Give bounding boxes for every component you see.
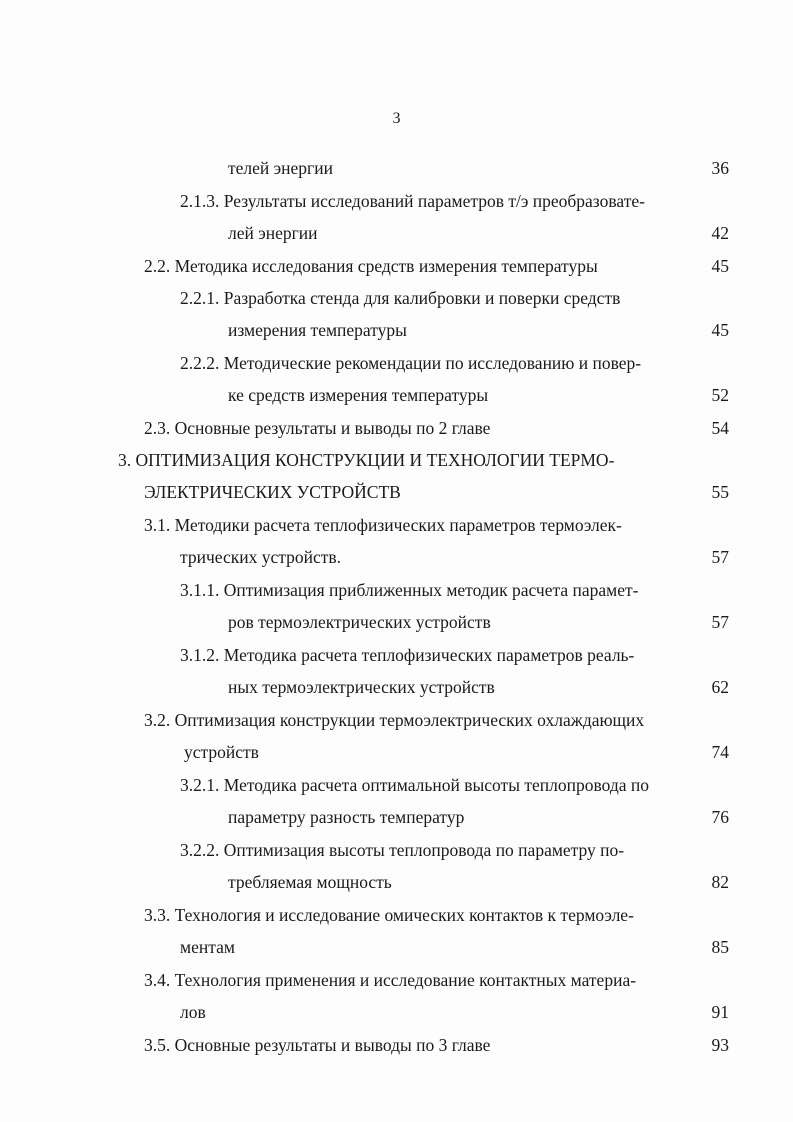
toc-line: 3.1. Методики расчета теплофизических параметров термоэлек- [144, 515, 622, 535]
toc-page: 57 [711, 612, 729, 632]
toc-line: лов [180, 1002, 206, 1022]
toc-page: 82 [711, 872, 729, 892]
toc-line: лей энергии [228, 223, 318, 243]
toc-line: 3.1.1. Оптимизация приближенных методик расчета парамет- [180, 580, 639, 600]
toc-line: 2.1.3. Результаты исследований параметров т/э преобразовате- [180, 191, 645, 211]
toc-line: параметру разность температур [228, 807, 465, 827]
toc-line: 3. ОПТИМИЗАЦИЯ КОНСТРУКЦИИ И ТЕХНОЛОГИИ ТЕРМО- [118, 450, 615, 470]
toc-page: 45 [711, 256, 729, 276]
toc-line: ментам [180, 937, 235, 957]
toc-line: ных термоэлектрических устройств [228, 677, 495, 697]
toc-page: 52 [711, 385, 729, 405]
toc-page: 62 [711, 677, 729, 697]
toc-line: измерения температуры [228, 320, 407, 340]
toc-page: 57 [711, 547, 729, 567]
toc-line: ке средств измерения температуры [228, 385, 489, 405]
toc-line: 3.1.2. Методика расчета теплофизических параметров реаль- [180, 645, 635, 665]
toc-page: 36 [711, 158, 729, 178]
toc-line: 3.2. Оптимизация конструкции термоэлектрических охлаждающих [144, 710, 645, 730]
toc-line: 2.2.2. Методические рекомендации по исследованию и повер- [180, 353, 642, 373]
toc-line: ЭЛЕКТРИЧЕСКИХ УСТРОЙСТВ [144, 482, 401, 502]
toc-line: трических устройств. [180, 547, 342, 567]
page-number: 3 [392, 110, 401, 127]
toc-page: 45 [711, 320, 729, 340]
toc-line: 3.4. Технология применения и исследование контактных материа- [144, 970, 637, 990]
toc-page: 54 [711, 418, 729, 438]
toc-line: 3.3. Технология и исследование омических контактов к термоэле- [144, 905, 634, 925]
toc-line: 3.5. Основные результаты и выводы по 3 главе [144, 1035, 491, 1055]
toc-page: 85 [711, 937, 729, 957]
toc-page: 74 [711, 742, 729, 762]
toc-line: 2.3. Основные результаты и выводы по 2 главе [144, 418, 491, 438]
toc-page: 76 [711, 807, 729, 827]
toc-line: 3.2.2. Оптимизация высоты теплопровода по параметру по- [180, 840, 625, 860]
toc-page: 42 [711, 223, 729, 243]
toc-page: 91 [711, 1002, 729, 1022]
toc-page: 93 [711, 1035, 729, 1055]
toc-page: 55 [711, 482, 729, 502]
toc-line: требляемая мощность [228, 872, 392, 892]
toc-line: 2.2.1. Разработка стенда для калибровки и поверки средств [180, 288, 621, 308]
toc-line: 3.2.1. Методика расчета оптимальной высоты теплопровода по [180, 775, 650, 795]
toc-line: телей энергии [228, 158, 333, 178]
toc-line: устройств [184, 742, 259, 762]
toc-line: 2.2. Методика исследования средств измерения температуры [144, 256, 598, 276]
toc-line: ров термоэлектрических устройств [228, 612, 491, 632]
